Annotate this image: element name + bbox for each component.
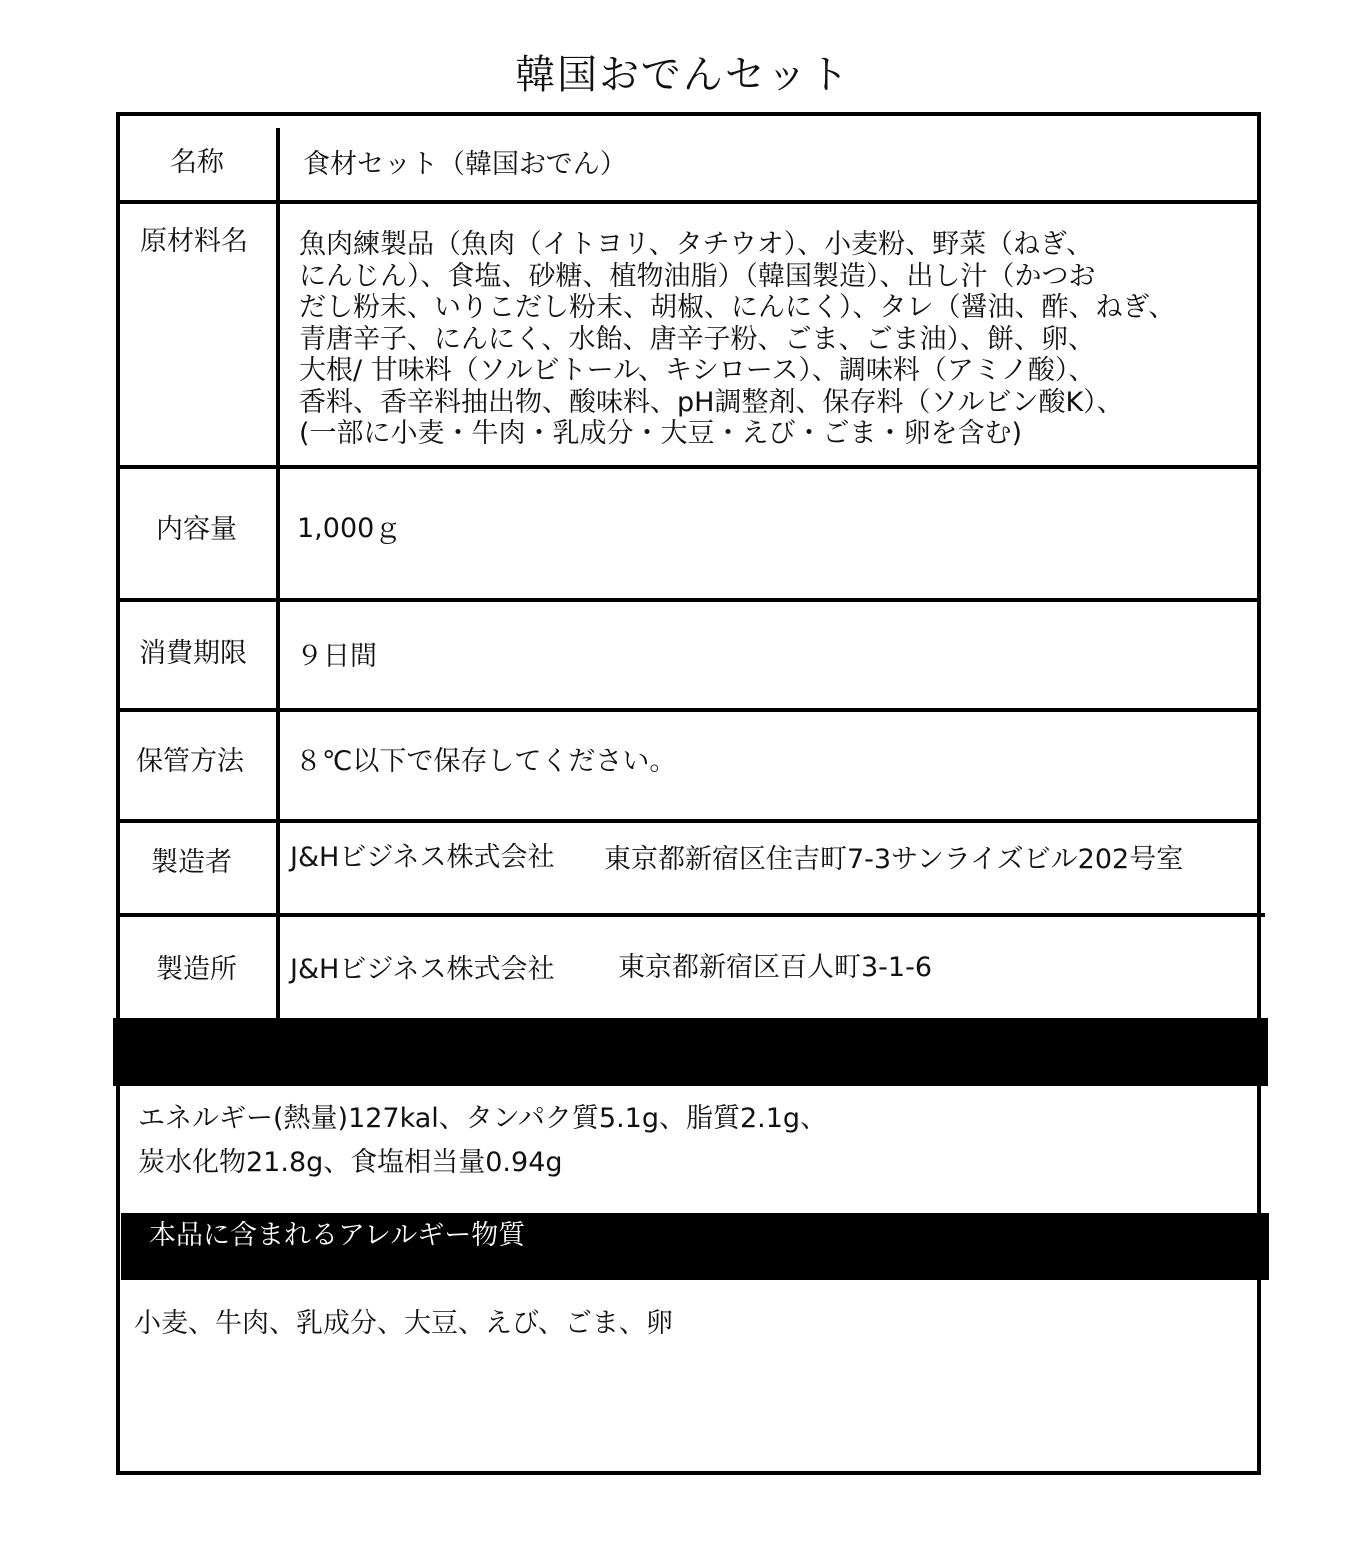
document-title: 韓国おでんセット [515,52,851,98]
manufacturer-company: J&Hビジネス株式会社 [290,842,555,873]
factory-address: 東京都新宿区百人町3-1-6 [618,952,933,983]
column-divider [276,128,280,1018]
expiry-value: ９日間 [296,641,377,672]
name-label: 名称 [170,147,224,178]
name-value: 食材セット（韓国おでん） [303,149,627,180]
ingredients-line: 魚肉練製品（魚肉（イトヨリ、タチウオ）、小麦粉、野菜（ねぎ、 [299,229,1094,260]
ingredients-line: 香料、香辛料抽出物、酸味料、pH調整剤、保存料（ソルビン酸K）、 [299,386,1124,418]
row-separator [116,598,1261,602]
nutrition-header-band [113,1018,1268,1086]
storage-label: 保管方法 [136,746,244,777]
row-separator [116,819,1261,823]
allergen-header: 本品に含まれるアレルギー物質 [149,1220,526,1251]
ingredients-line: 大根/ 甘味料（ソルビトール、キシロース）、調味料（アミノ酸）、 [299,355,1096,386]
ingredients-line: だし粉末、いりこだし粉末、胡椒、にんにく）、タレ（醤油、酢、ねぎ、 [299,292,1176,323]
ingredients-line: 青唐辛子、にんにく、水飴、唐辛子粉、ごま、ごま油）、餅、卵、 [299,323,1095,355]
expiry-label: 消費期限 [139,638,247,669]
factory-label: 製造所 [156,954,237,985]
factory-company: J&Hビジネス株式会社 [290,954,555,985]
row-separator [116,200,1261,204]
manufacturer-label: 製造者 [151,847,232,878]
ingredients-list [299,229,1259,450]
ingredients-line: (一部に小麦・牛肉・乳成分・大豆・えび・ごま・卵を含む) [299,418,1023,449]
content-value: 1,000ｇ [297,513,402,544]
content-label: 内容量 [156,514,237,545]
allergen-header-band [121,1213,1269,1280]
allergen-text: 小麦、牛肉、乳成分、大豆、えび、ごま、卵 [134,1308,673,1339]
ingredients-label: 原材料名 [140,226,248,257]
row-separator [116,913,1265,917]
manufacturer-address: 東京都新宿区住吉町7-3サンライズビル202号室 [604,844,1184,875]
ingredients-line: にんじん）、食塩、砂糖、植物油脂）（韓国製造）、出し汁（かつお [299,260,1096,292]
row-separator [116,465,1261,469]
nutrition-line: 炭水化物21.8g、食塩相当量0.94g [138,1147,563,1178]
row-separator [116,708,1261,712]
storage-value: ８℃以下で保存してください。 [295,746,677,777]
nutrition-line: エネルギー(熱量)127kal、タンパク質5.1g、脂質2.1g、 [138,1103,828,1134]
